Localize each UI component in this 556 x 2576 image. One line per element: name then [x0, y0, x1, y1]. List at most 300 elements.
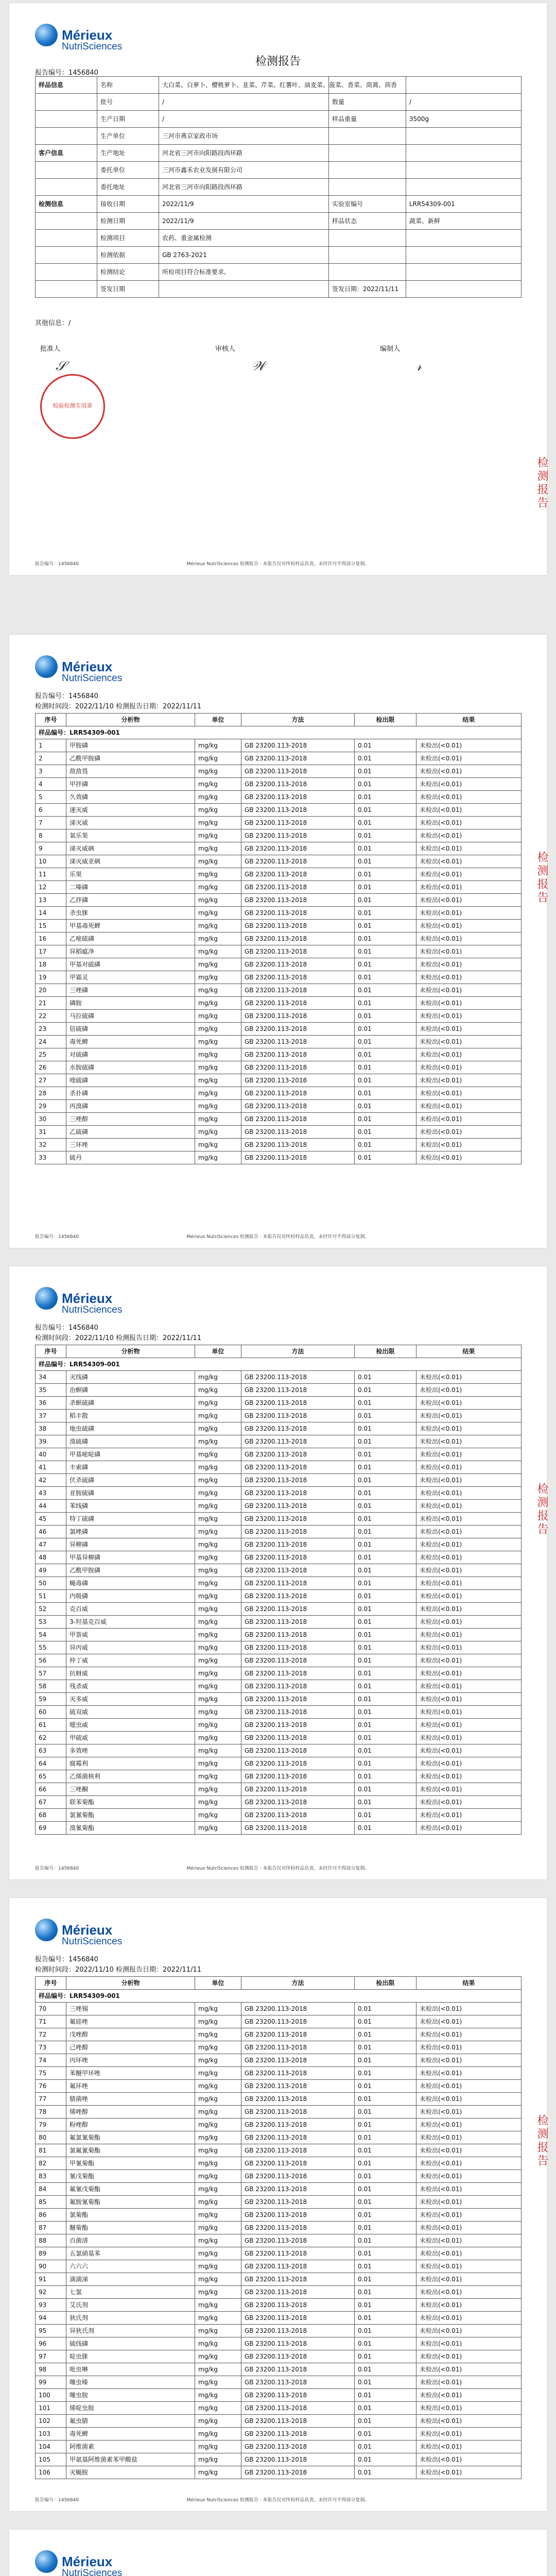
- analyte-name: 乐果: [66, 868, 195, 881]
- table-row: [36, 1667, 522, 1680]
- method-cell: GB 23200.113-2018: [241, 1732, 355, 1744]
- result-cell: 未检出(<0.01): [416, 1422, 522, 1435]
- row-index: 82: [36, 2157, 66, 2170]
- report-no-label: 报告编号：: [35, 1956, 69, 1963]
- section-label: 样品编号：LRR54309-001: [36, 726, 522, 739]
- method-cell: GB 23200.113-2018: [241, 2363, 355, 2376]
- row-index: 75: [36, 2067, 66, 2080]
- info-cell: 委托单位: [97, 162, 159, 179]
- info-cell: 河北省三河市向阳路段西环路: [159, 179, 329, 196]
- remark: 其他信息：/: [35, 319, 71, 327]
- section-row: [36, 1990, 522, 2003]
- row-index: 31: [36, 1126, 66, 1139]
- result-cell: 未检出(<0.01): [416, 1757, 522, 1770]
- row-index: 96: [36, 2337, 66, 2350]
- report-no-value: 1456840: [68, 1956, 98, 1963]
- result-cell: 未检出(<0.01): [416, 2003, 522, 2015]
- lod-cell: 0.01: [355, 2183, 416, 2196]
- method-cell: GB 23200.113-2018: [241, 1526, 355, 1538]
- table-row: [36, 894, 522, 907]
- unit-cell: mg/kg: [195, 2093, 241, 2106]
- table-row: [36, 2234, 522, 2247]
- column-header: 方法: [241, 1345, 355, 1358]
- result-cell: 未检出(<0.01): [416, 1796, 522, 1809]
- result-cell: 未检出(<0.01): [416, 2312, 522, 2325]
- row-index: 66: [36, 1783, 66, 1796]
- table-row: [36, 855, 522, 868]
- unit-cell: mg/kg: [195, 1680, 241, 1693]
- row-index: 51: [36, 1590, 66, 1603]
- brand-sub: NutriSciences: [62, 41, 123, 52]
- method-cell: GB 23200.113-2018: [241, 2028, 355, 2041]
- result-cell: 未检出(<0.01): [416, 2466, 522, 2479]
- analyte-name: 五氯硝基苯: [66, 2247, 195, 2260]
- row-index: 3: [36, 765, 66, 778]
- row-index: 90: [36, 2260, 66, 2273]
- row-index: 26: [36, 1061, 66, 1074]
- method-cell: GB 23200.113-2018: [241, 2312, 355, 2325]
- result-cell: 未检出(<0.01): [416, 855, 522, 868]
- analyte-name: 百菌清: [66, 2234, 195, 2247]
- info-cell: GB 2763-2021: [159, 247, 329, 264]
- info-cell: 检测日期: [97, 213, 159, 230]
- method-cell: GB 23200.113-2018: [241, 1667, 355, 1680]
- results-table: [35, 1976, 522, 2479]
- table-row: [36, 1551, 522, 1564]
- info-cell: 检测项目: [97, 230, 159, 247]
- method-cell: GB 23200.113-2018: [241, 945, 355, 958]
- table-row: [36, 2054, 522, 2067]
- info-cell: [329, 264, 406, 281]
- table-row: [36, 1577, 522, 1590]
- analyte-name: 甲氰菊酯: [66, 2157, 195, 2170]
- unit-cell: mg/kg: [195, 2234, 241, 2247]
- result-cell: 未检出(<0.01): [416, 1770, 522, 1783]
- row-index: 54: [36, 1629, 66, 1641]
- lod-cell: 0.01: [355, 1500, 416, 1513]
- info-row: [36, 230, 522, 247]
- analyte-name: 氯菊酯: [66, 2209, 195, 2222]
- row-index: 14: [36, 907, 66, 920]
- row-index: 92: [36, 2286, 66, 2299]
- row-index: 69: [36, 1822, 66, 1835]
- analyte-name: 氧乐果: [66, 829, 195, 842]
- method-cell: GB 23200.113-2018: [241, 1603, 355, 1616]
- unit-cell: mg/kg: [195, 1757, 241, 1770]
- unit-cell: mg/kg: [195, 2119, 241, 2131]
- table-row: [36, 2209, 522, 2222]
- unit-cell: mg/kg: [195, 2389, 241, 2402]
- info-cell: /: [159, 111, 329, 128]
- table-row: [36, 739, 522, 752]
- row-index: 105: [36, 2453, 66, 2466]
- page-footer: [9, 2496, 547, 2503]
- info-cell: [329, 128, 406, 145]
- unit-cell: mg/kg: [195, 1435, 241, 1448]
- analyte-name: 仲丁威: [66, 1654, 195, 1667]
- unit-cell: mg/kg: [195, 2003, 241, 2015]
- footer-text: Mérieux NutriSciences 检测报告 · 本报告仅对所检样品负责，未经许可不得部分复制。: [186, 562, 370, 567]
- row-index: 48: [36, 1551, 66, 1564]
- analyte-name: 氟环唑: [66, 2080, 195, 2093]
- analyte-name: 三唑磷: [66, 984, 195, 997]
- lod-cell: 0.01: [355, 2222, 416, 2234]
- brand-logo: [35, 2550, 123, 2576]
- unit-cell: mg/kg: [195, 984, 241, 997]
- analyte-name: 狄氏剂: [66, 2312, 195, 2325]
- method-cell: GB 23200.113-2018: [241, 1809, 355, 1822]
- method-cell: GB 23200.113-2018: [241, 868, 355, 881]
- analyte-name: 腈菌唑: [66, 2093, 195, 2106]
- lod-cell: 0.01: [355, 2466, 416, 2479]
- footer-text: Mérieux NutriSciences 检测报告 · 本报告仅对所检样品负责，未经许可不得部分复制。: [186, 1866, 370, 1871]
- unit-cell: mg/kg: [195, 971, 241, 984]
- table-row: [36, 1538, 522, 1551]
- unit-cell: mg/kg: [195, 1036, 241, 1048]
- unit-cell: mg/kg: [195, 2441, 241, 2453]
- row-index: 9: [36, 842, 66, 855]
- row-index: 24: [36, 1036, 66, 1048]
- lod-cell: 0.01: [355, 1048, 416, 1061]
- unit-cell: mg/kg: [195, 1706, 241, 1719]
- lod-cell: 0.01: [355, 1590, 416, 1603]
- info-cell: 3500g: [406, 111, 522, 128]
- footer-left: 报告编号：1456840: [35, 2498, 79, 2503]
- unit-cell: mg/kg: [195, 2106, 241, 2119]
- unit-cell: mg/kg: [195, 1564, 241, 1577]
- table-row: [36, 2196, 522, 2209]
- analyte-name: 特丁硫磷: [66, 1513, 195, 1526]
- row-index: 106: [36, 2466, 66, 2479]
- method-cell: GB 23200.113-2018: [241, 2157, 355, 2170]
- lod-cell: 0.01: [355, 2080, 416, 2093]
- lod-cell: 0.01: [355, 1526, 416, 1538]
- analyte-name: 杀螟硫磷: [66, 1397, 195, 1410]
- method-cell: GB 23200.113-2018: [241, 2183, 355, 2196]
- result-cell: 未检出(<0.01): [416, 2015, 522, 2028]
- brand-name: Mérieux: [62, 27, 113, 43]
- lod-cell: 0.01: [355, 1732, 416, 1744]
- method-cell: GB 23200.113-2018: [241, 1113, 355, 1126]
- method-cell: GB 23200.113-2018: [241, 997, 355, 1010]
- unit-cell: mg/kg: [195, 2041, 241, 2054]
- analyte-name: 灭蝇胺: [66, 2466, 195, 2479]
- analyte-name: 水胺硫磷: [66, 1061, 195, 1074]
- method-cell: GB 23200.113-2018: [241, 1010, 355, 1023]
- result-cell: 未检出(<0.01): [416, 804, 522, 817]
- analyte-name: 异狄氏剂: [66, 2325, 195, 2337]
- method-cell: GB 23200.113-2018: [241, 1680, 355, 1693]
- analyte-name: 氯唑磷: [66, 1526, 195, 1538]
- unit-cell: mg/kg: [195, 2350, 241, 2363]
- lod-cell: 0.01: [355, 868, 416, 881]
- lod-cell: 0.01: [355, 2054, 416, 2067]
- table-row: [36, 2067, 522, 2080]
- method-cell: GB 23200.113-2018: [241, 1629, 355, 1641]
- table-row: [36, 1757, 522, 1770]
- footer-left: 报告编号：1456840: [35, 1234, 79, 1240]
- row-index: 68: [36, 1809, 66, 1822]
- info-row: [36, 247, 522, 264]
- lod-cell: 0.01: [355, 1139, 416, 1151]
- unit-cell: mg/kg: [195, 1526, 241, 1538]
- result-cell: 未检出(<0.01): [416, 1513, 522, 1526]
- lod-cell: 0.01: [355, 2350, 416, 2363]
- table-row: [36, 971, 522, 984]
- table-row: [36, 765, 522, 778]
- method-cell: GB 23200.113-2018: [241, 1461, 355, 1474]
- lod-cell: 0.01: [355, 945, 416, 958]
- unit-cell: mg/kg: [195, 1139, 241, 1151]
- result-cell: 未检出(<0.01): [416, 1706, 522, 1719]
- table-row: [36, 2466, 522, 2479]
- analyte-name: 涕灭威: [66, 817, 195, 829]
- report-no-label: 报告编号：: [35, 69, 69, 77]
- lod-cell: 0.01: [355, 2144, 416, 2157]
- unit-cell: mg/kg: [195, 2015, 241, 2028]
- row-index: 74: [36, 2054, 66, 2067]
- row-index: 50: [36, 1577, 66, 1590]
- row-index: 61: [36, 1719, 66, 1732]
- analyte-name: 久效磷: [66, 791, 195, 804]
- row-index: 85: [36, 2196, 66, 2209]
- unit-cell: mg/kg: [195, 1822, 241, 1835]
- unit-cell: mg/kg: [195, 2466, 241, 2479]
- method-cell: GB 23200.113-2018: [241, 855, 355, 868]
- method-cell: GB 23200.113-2018: [241, 1126, 355, 1139]
- result-cell: 未检出(<0.01): [416, 1629, 522, 1641]
- result-cell: 未检出(<0.01): [416, 1113, 522, 1126]
- info-cell: [36, 128, 97, 145]
- lod-cell: 0.01: [355, 2389, 416, 2402]
- unit-cell: mg/kg: [195, 842, 241, 855]
- unit-cell: mg/kg: [195, 2157, 241, 2170]
- analyte-name: 倍硫磷: [66, 1023, 195, 1036]
- result-cell: 未检出(<0.01): [416, 1590, 522, 1603]
- analyte-name: 喹硫磷: [66, 1074, 195, 1087]
- table-row: [36, 2260, 522, 2273]
- lod-cell: 0.01: [355, 907, 416, 920]
- unit-cell: mg/kg: [195, 1603, 241, 1616]
- unit-cell: mg/kg: [195, 2131, 241, 2144]
- row-index: 83: [36, 2170, 66, 2183]
- brand-sub: NutriSciences: [62, 2568, 123, 2576]
- lod-cell: 0.01: [355, 2170, 416, 2183]
- lod-cell: 0.01: [355, 958, 416, 971]
- analyte-name: 对硫磷: [66, 1048, 195, 1061]
- result-cell: 未检出(<0.01): [416, 945, 522, 958]
- lod-cell: 0.01: [355, 1744, 416, 1757]
- method-cell: GB 23200.113-2018: [241, 2453, 355, 2466]
- page-1: [9, 3, 547, 575]
- row-index: 21: [36, 997, 66, 1010]
- unit-cell: mg/kg: [195, 1048, 241, 1061]
- method-cell: GB 23200.113-2018: [241, 1422, 355, 1435]
- lod-cell: 0.01: [355, 2041, 416, 2054]
- unit-cell: mg/kg: [195, 2325, 241, 2337]
- row-index: 94: [36, 2312, 66, 2325]
- method-cell: GB 23200.113-2018: [241, 2054, 355, 2067]
- method-cell: GB 23200.113-2018: [241, 2196, 355, 2209]
- table-row: [36, 2337, 522, 2350]
- analyte-name: 涕灭威亚砜: [66, 855, 195, 868]
- lod-cell: 0.01: [355, 2286, 416, 2299]
- method-cell: GB 23200.113-2018: [241, 1435, 355, 1448]
- row-index: 72: [36, 2028, 66, 2041]
- footer-left: 报告编号：1456840: [35, 1866, 79, 1871]
- result-cell: 未检出(<0.01): [416, 1538, 522, 1551]
- info-cell: 生产地址: [97, 145, 159, 162]
- table-row: [36, 1422, 522, 1435]
- result-cell: 未检出(<0.01): [416, 1822, 522, 1835]
- lod-cell: 0.01: [355, 1564, 416, 1577]
- table-row: [36, 1732, 522, 1744]
- lod-cell: 0.01: [355, 1422, 416, 1435]
- row-index: 93: [36, 2299, 66, 2312]
- table-row: [36, 1744, 522, 1757]
- result-cell: 未检出(<0.01): [416, 1603, 522, 1616]
- approver-signature: 𝒮: [56, 359, 66, 374]
- analyte-name: 甲基毒死蜱: [66, 920, 195, 933]
- row-index: 65: [36, 1770, 66, 1783]
- analyte-name: 乙酰甲胺磷: [66, 752, 195, 765]
- row-index: 84: [36, 2183, 66, 2196]
- unit-cell: mg/kg: [195, 2363, 241, 2376]
- result-cell: 未检出(<0.01): [416, 2106, 522, 2119]
- row-index: 56: [36, 1654, 66, 1667]
- row-index: 79: [36, 2119, 66, 2131]
- analyte-name: 丙环唑: [66, 2054, 195, 2067]
- method-cell: GB 23200.113-2018: [241, 2389, 355, 2402]
- lod-cell: 0.01: [355, 2015, 416, 2028]
- table-row: [36, 2080, 522, 2093]
- unit-cell: mg/kg: [195, 1577, 241, 1590]
- lod-cell: 0.01: [355, 1461, 416, 1474]
- unit-cell: mg/kg: [195, 1461, 241, 1474]
- table-row: [36, 1474, 522, 1487]
- result-cell: 未检出(<0.01): [416, 1526, 522, 1538]
- lod-cell: 0.01: [355, 2415, 416, 2428]
- lod-cell: 0.01: [355, 2402, 416, 2415]
- method-cell: GB 23200.113-2018: [241, 2106, 355, 2119]
- lod-cell: 0.01: [355, 1719, 416, 1732]
- result-cell: 未检出(<0.01): [416, 2389, 522, 2402]
- info-cell: 检测依据: [97, 247, 159, 264]
- row-index: 32: [36, 1139, 66, 1151]
- unit-cell: mg/kg: [195, 1538, 241, 1551]
- lod-cell: 0.01: [355, 1397, 416, 1410]
- result-cell: 未检出(<0.01): [416, 1551, 522, 1564]
- unit-cell: mg/kg: [195, 1693, 241, 1706]
- analyte-name: 噁虫威: [66, 1719, 195, 1732]
- info-row: [36, 94, 522, 111]
- method-cell: GB 23200.113-2018: [241, 1151, 355, 1164]
- lod-cell: 0.01: [355, 1087, 416, 1100]
- row-index: 91: [36, 2273, 66, 2286]
- analyte-name: 氟硅唑: [66, 2015, 195, 2028]
- row-index: 57: [36, 1667, 66, 1680]
- result-cell: 未检出(<0.01): [416, 1667, 522, 1680]
- analyte-name: 亚胺硫磷: [66, 1487, 195, 1500]
- row-index: 103: [36, 2428, 66, 2441]
- unit-cell: mg/kg: [195, 2337, 241, 2350]
- unit-cell: mg/kg: [195, 1113, 241, 1126]
- unit-cell: mg/kg: [195, 1074, 241, 1087]
- report-no-label: 报告编号：: [35, 692, 69, 700]
- table-row: [36, 1809, 522, 1822]
- unit-cell: mg/kg: [195, 958, 241, 971]
- info-cell: [36, 247, 97, 264]
- unit-cell: mg/kg: [195, 1474, 241, 1487]
- analyte-name: 烯啶虫胺: [66, 2402, 195, 2415]
- column-header: 序号: [36, 1345, 66, 1358]
- analyte-name: 甲胺磷: [66, 739, 195, 752]
- column-header: 方法: [241, 714, 355, 726]
- table-row: [36, 2389, 522, 2402]
- row-index: 17: [36, 945, 66, 958]
- table-row: [36, 1706, 522, 1719]
- info-cell: [159, 281, 329, 298]
- result-cell: 未检出(<0.01): [416, 1410, 522, 1422]
- lod-cell: 0.01: [355, 2209, 416, 2222]
- analyte-name: 乙硫磷: [66, 1126, 195, 1139]
- info-cell: 样品重量: [329, 111, 406, 128]
- unit-cell: mg/kg: [195, 2183, 241, 2196]
- method-cell: GB 23200.113-2018: [241, 1770, 355, 1783]
- footer-text: Mérieux NutriSciences 检测报告 · 本报告仅对所检样品负责，未经许可不得部分复制。: [186, 2498, 370, 2503]
- unit-cell: mg/kg: [195, 739, 241, 752]
- results-table: [35, 1345, 522, 1835]
- info-cell: 生产日期: [97, 111, 159, 128]
- table-row: [36, 1770, 522, 1783]
- lod-cell: 0.01: [355, 1603, 416, 1616]
- table-row: [36, 2028, 522, 2041]
- row-index: 63: [36, 1744, 66, 1757]
- result-cell: 未检出(<0.01): [416, 2144, 522, 2157]
- table-row: [36, 920, 522, 933]
- method-cell: GB 23200.113-2018: [241, 1500, 355, 1513]
- info-cell: 大白菜、白萝卜、樱桃萝卜、韭菜、芹菜、红薯叶、油麦菜、菠菜、香菜、茼蒿、茴香: [159, 77, 329, 94]
- lod-cell: 0.01: [355, 1770, 416, 1783]
- result-cell: 未检出(<0.01): [416, 997, 522, 1010]
- info-cell: 接收日期: [97, 196, 159, 213]
- method-cell: GB 23200.113-2018: [241, 2041, 355, 2054]
- table-row: [36, 842, 522, 855]
- result-cell: 未检出(<0.01): [416, 2080, 522, 2093]
- result-cell: 未检出(<0.01): [416, 1371, 522, 1384]
- lod-cell: 0.01: [355, 2337, 416, 2350]
- report-no-value: 1456840: [68, 69, 98, 77]
- result-cell: 未检出(<0.01): [416, 971, 522, 984]
- analyte-name: 三唑醇: [66, 1113, 195, 1126]
- info-cell: 2022/11/9: [159, 213, 329, 230]
- table-row: [36, 907, 522, 920]
- analyte-name: 磷胺: [66, 997, 195, 1010]
- lod-cell: 0.01: [355, 2131, 416, 2144]
- unit-cell: mg/kg: [195, 2144, 241, 2157]
- row-index: 95: [36, 2325, 66, 2337]
- info-cell: 名称: [97, 77, 159, 94]
- method-cell: GB 23200.113-2018: [241, 881, 355, 894]
- method-cell: GB 23200.113-2018: [241, 933, 355, 945]
- method-cell: GB 23200.113-2018: [241, 971, 355, 984]
- analyte-name: 噻虫胺: [66, 2389, 195, 2402]
- analyte-name: 二嗪磷: [66, 881, 195, 894]
- result-cell: 未检出(<0.01): [416, 1087, 522, 1100]
- table-row: [36, 1693, 522, 1706]
- row-index: 33: [36, 1151, 66, 1164]
- date-meta: 检测时间段：2022/11/10 检测报告日期：2022/11/11: [35, 1334, 201, 1342]
